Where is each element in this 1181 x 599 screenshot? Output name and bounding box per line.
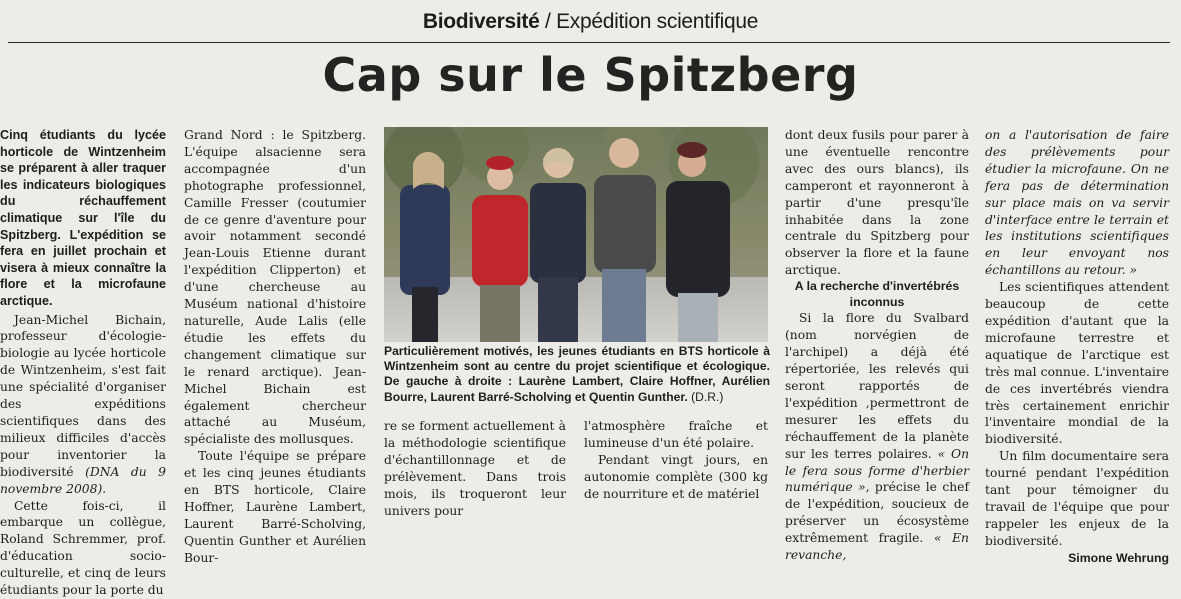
section-rubric: [0, 10, 1181, 34]
author-signature: Simone Wehrung: [1068, 550, 1169, 565]
rubric-separator: /: [539, 10, 557, 33]
photo-credit: (D.R.): [691, 389, 724, 404]
body-text: Un film documentaire sera tourné pendant l'expédition tant pour témoigner du travail de l'équipe que pour rappeler les enjeux de la biodiversité.: [985, 449, 1169, 548]
column-3: [384, 418, 566, 519]
body-paragraph: re se forment actuellement à la méthodologie scientifique d'échantillonnage et de prélèvement. Dans trois mois, ils troqueront leur univers pour: [384, 419, 566, 518]
body-paragraph: Toute l'équipe se prépare et les cinq jeunes étudiants en BTS horticole, Claire Hoffner, Laurène Lambert, Laurent Barré-Scholving, Quentin Gunther et Aurélien Bour-: [184, 449, 366, 565]
body-paragraph: [785, 310, 969, 564]
column-2: [184, 127, 366, 567]
body-paragraph: [0, 312, 166, 498]
body-paragraph: Cette fois-ci, il embarque un collègue, Roland Schremmer, prof. d'éducation socio-culturelle, et cinq de leurs étudiants pour la porte du: [0, 498, 166, 598]
body-paragraph: Pendant vingt jours, en autonomie complète (300 kg de nourriture et de matériel: [584, 452, 768, 501]
column-6: [985, 127, 1169, 567]
quote-text: « On le fera sous forme d'herbier numérique »: [785, 446, 969, 495]
photo-caption: [384, 344, 770, 405]
body-text: Jean-Michel Bichain, professeur d'écologie-biologie au lycée horticole de Wintzenheim, s'est fait une spécialité d'organiser des expéditions scientifiques dans des milieux difficiles d'accès pour inventorier la biodiversité: [0, 312, 166, 479]
quote-paragraph: on a l'autorisation de faire des prélèvements pour étudier la microfaune. On ne fera pas de détermination sur place mais on va servir d'interface entre le terrain et les institutions scientifiques en leur envoyant nos échantillons au retour. »: [985, 128, 1169, 278]
body-paragraph: Les scientifiques attendent beaucoup de cette expédition d'autant que la microfaune terrestre et aquatique de l'arctique est très mal connue. L'inventaire de ces invertébrés viendra très certainement enrichir l'inventaire mondial de la biodiversité.: [985, 280, 1169, 447]
body-paragraph: [985, 448, 1169, 565]
body-text: , précise le chef de l'expédition, soucieux de préserver un écosystème extrêmement fragile.: [785, 480, 969, 546]
body-paragraph: dont deux fusils pour parer à une éventuelle rencontre avec des ours blancs), ils camperont et rayonneront à partir d'une presqu'île inhabitée dans la zone centrale du Spitzberg pour observer la flore et la faune arctique.: [785, 128, 969, 278]
reference-text: (DNA du 9 novembre 2008).: [0, 464, 166, 496]
lead-paragraph: Cinq étudiants du lycée horticole de Wintzenheim se préparent à aller traquer les indicateurs biologiques du réchauffement climatique sur l'île du Spitzberg. L'expédition se fera en juillet prochain et visera à mieux connaître la flore et la microfaune arctique.: [0, 128, 166, 308]
subsection-label: Expédition scientifique: [556, 10, 759, 33]
body-paragraph: l'atmosphère fraîche et lumineuse d'un été polaire.: [584, 419, 768, 450]
body-paragraph: Grand Nord : le Spitzberg. L'équipe alsacienne sera accompagnée d'un photographe professionnel, Camille Fresser (coutumier de ce genre d'aventure pour avoir notamment secondé Jean-Louis Etienne durant l'expédition Clipperton) et d'une chercheuse au Muséum national d'histoire naturelle, Aude Lalis (elle étudie les effets du changement climatique sur le renard arctique). Jean-Michel Bichain est également chercheur attaché au Muséum, spécialiste des mollusques.: [184, 128, 366, 447]
caption-text: Particulièrement motivés, les jeunes étudiants en BTS horticole à Wintzenheim sont au centre du projet scientifique et écologique. De gauche à droite : Laurène Lambert, Claire Hoffner, Aurélien Bourre, Laurent Barré-Scholving et Quentin Gunther.: [384, 344, 770, 404]
column-1: [0, 127, 166, 599]
column-5: [785, 127, 969, 564]
quote-text: « En revanche,: [785, 531, 969, 563]
team-photo-image: [384, 127, 768, 342]
column-4: [584, 418, 768, 503]
article-headline: Cap sur le Spitzberg: [322, 48, 859, 102]
team-photo: [384, 127, 768, 342]
rubric-divider: [8, 42, 1170, 43]
section-subheading: A la recherche d'invertébrés inconnus: [794, 279, 960, 309]
section-label: Biodiversité: [422, 10, 540, 33]
body-text: Si la flore du Svalbard (nom norvégien de l'archipel) a déjà été répertoriée, les relevés qui seront rapportés de l'expédition ,permettront de mesurer les effets du réchauffement de la planète sur les terres polaires.: [785, 311, 969, 461]
